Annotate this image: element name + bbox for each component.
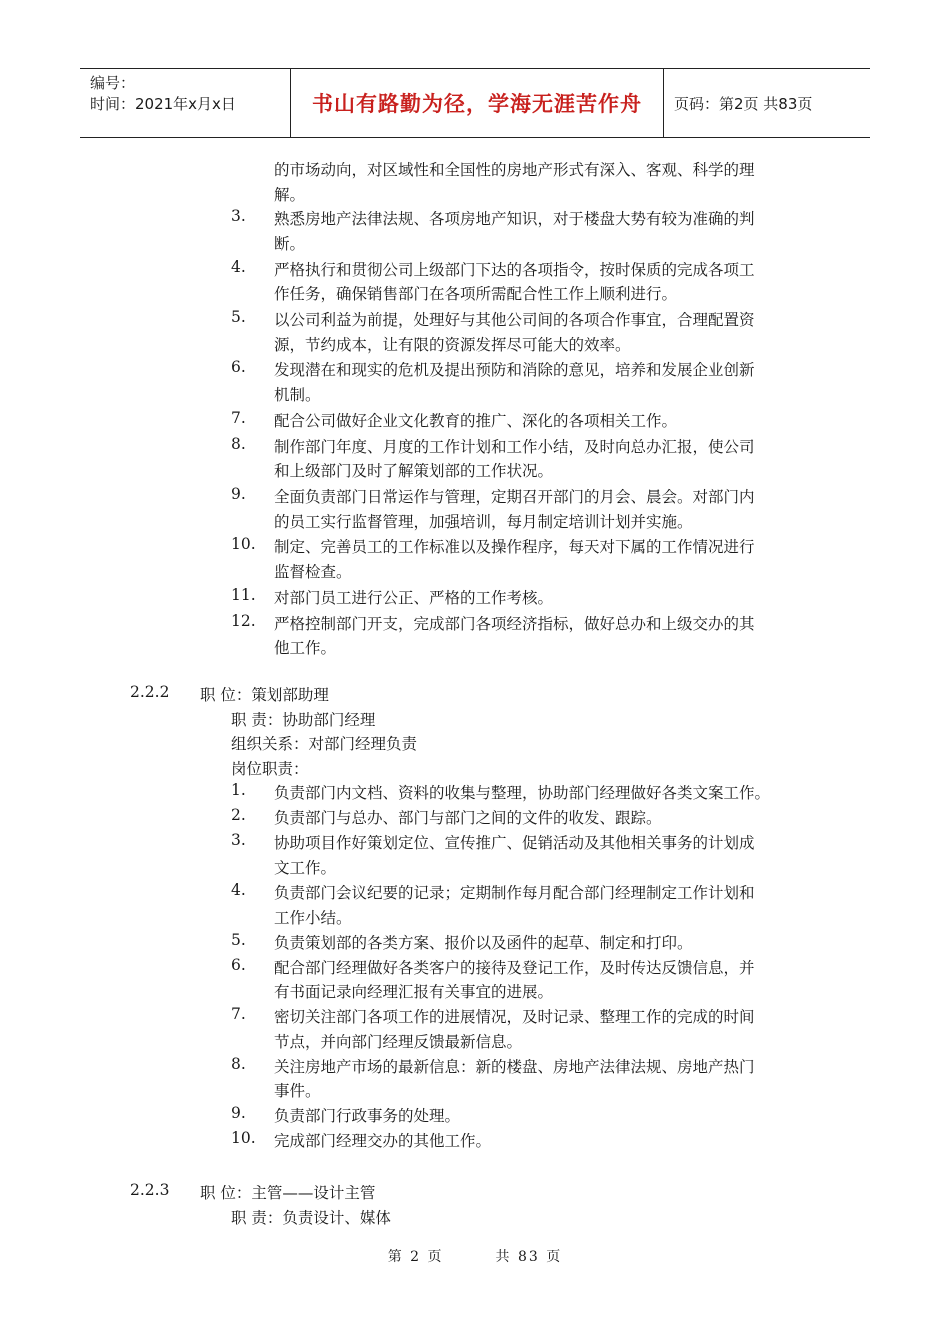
list-item-text: 源，节约成本，让有限的资源发挥尽可能大的效率。 — [274, 335, 631, 354]
list-item-number: 4. — [231, 881, 246, 899]
list-item-text: 全面负责部门日常运作与管理，定期召开部门的月会、晨会。对部门内 — [274, 488, 755, 506]
list-item-number: 5. — [231, 930, 246, 949]
list-item-text: 和上级部门及时了解策划部的工作状况。 — [274, 462, 554, 481]
list-item-number: 8. — [231, 434, 246, 453]
list-item-number: 8. — [231, 1054, 246, 1073]
list-item-text: 严格控制部门开支，完成部门各项经济指标，做好总办和上级交办的其 — [274, 614, 755, 633]
list-item-text: 配合公司做好企业文化教育的推广、深化的各项相关工作。 — [274, 411, 678, 430]
time-label: 时间：2021年x月x日 — [90, 95, 236, 113]
list-item-text: 对部门员工进行公正、严格的工作考核。 — [274, 588, 554, 607]
page-footer — [0, 1246, 950, 1266]
number-label: 编号： — [90, 74, 136, 92]
list-item-number: 9. — [231, 485, 246, 503]
list-item-text: 制定、完善员工的工作标准以及操作程序，每天对下属的工作情况进行 — [274, 538, 755, 557]
list-item-text: 负责部门会议纪要的记录；定期制作每月配合部门经理制定工作计划和 — [274, 884, 755, 902]
list-item-text: 工作小结。 — [274, 908, 352, 927]
list-item-text: 有书面记录向经理汇报有关事宜的进展。 — [274, 983, 554, 1002]
footer-total-pages: 共 83 页 — [495, 1249, 563, 1265]
list-item-text: 密切关注部门各项工作的进展情况，及时记录、整理工作的完成的时间 — [274, 1008, 755, 1027]
section-number: 2.2.3 — [130, 1181, 170, 1199]
list-item-number: 6. — [231, 955, 246, 974]
list-item-number: 3. — [231, 207, 246, 226]
responsibilities-heading: 岗位职责： — [231, 759, 309, 778]
list-item-number: 1. — [231, 781, 246, 800]
paragraph-line: 的市场动向，对区域性和全国性的房地产形式有深入、客观、科学的理 — [274, 161, 755, 179]
list-item-text: 断。 — [274, 234, 306, 253]
list-item-text: 负责部门内文档、资料的收集与整理，协助部门经理做好各类文案工作。 — [274, 784, 771, 803]
duty-label: 职 责：负责设计、媒体 — [231, 1208, 391, 1227]
list-item-number: 10. — [231, 535, 256, 554]
list-item-text: 机制。 — [274, 386, 321, 404]
list-item-number: 7. — [231, 1005, 246, 1024]
list-item-number: 12. — [231, 611, 256, 630]
list-item-number: 9. — [231, 1104, 246, 1123]
list-item-text: 负责部门行政事务的处理。 — [274, 1107, 461, 1126]
list-item-number: 4. — [231, 257, 246, 276]
header-motto: 书山有路勤为径，学海无涯苦作舟 — [290, 69, 664, 137]
list-item-text: 的员工实行监督管理，加强培训，每月制定培训计划并实施。 — [274, 512, 693, 531]
list-item-text: 负责部门与总办、部门与部门之间的文件的收发、跟踪。 — [274, 809, 662, 828]
position-label: 职 位：策划部助理 — [200, 686, 329, 704]
duty-label: 职 责：协助部门经理 — [231, 710, 376, 729]
list-item-text: 完成部门经理交办的其他工作。 — [274, 1132, 492, 1151]
list-item-text: 文工作。 — [274, 859, 337, 877]
section-number: 2.2.2 — [130, 683, 170, 701]
list-item-text: 节点，并向部门经理反馈最新信息。 — [274, 1032, 523, 1051]
list-item-number: 2. — [231, 806, 246, 825]
list-item-text: 制作部门年度、月度的工作计划和工作小结，及时向总办汇报，使公司 — [274, 437, 755, 456]
list-item-number: 5. — [231, 308, 246, 326]
list-item-number: 3. — [231, 831, 246, 850]
list-item-text: 负责策划部的各类方案、报价以及函件的起草、制定和打印。 — [274, 933, 693, 952]
paragraph-line: 解。 — [274, 185, 306, 204]
list-item-text: 作任务，确保销售部门在各项所需配合性工作上顺利进行。 — [274, 285, 678, 304]
list-item-text: 监督检查。 — [274, 563, 352, 581]
list-item-text: 发现潜在和现实的危机及提出预防和消除的意见，培养和发展企业创新 — [274, 361, 755, 380]
list-item-text: 以公司利益为前提，处理好与其他公司间的各项合作事宜，合理配置资 — [274, 311, 755, 329]
list-item-text: 事件。 — [274, 1082, 321, 1101]
list-item-text: 配合部门经理做好各类客户的接待及登记工作，及时传达反馈信息，并 — [274, 958, 755, 977]
position-label: 职 位：主管——设计主管 — [200, 1184, 376, 1202]
list-item-text: 熟悉房地产法律法规、各项房地产知识，对于楼盘大势有较为准确的判 — [274, 210, 755, 229]
list-item-number: 10. — [231, 1129, 256, 1148]
list-item-text: 协助项目作好策划定位、宣传推广、促销活动及其他相关事务的计划成 — [274, 834, 755, 853]
header-page-info: 页码：第2页 共83页 — [674, 94, 813, 113]
list-item-text: 严格执行和贯彻公司上级部门下达的各项指令，按时保质的完成各项工 — [274, 260, 755, 279]
list-item-number: 6. — [231, 358, 246, 377]
org-relation-label: 组织关系：对部门经理负责 — [231, 735, 418, 754]
list-item-number: 7. — [231, 408, 246, 427]
list-item-number: 11. — [231, 585, 256, 604]
list-item-text: 关注房地产市场的最新信息：新的楼盘、房地产法律法规、房地产热门 — [274, 1057, 755, 1076]
list-item-text: 他工作。 — [274, 639, 337, 658]
footer-page-number: 第 2 页 — [387, 1249, 444, 1265]
